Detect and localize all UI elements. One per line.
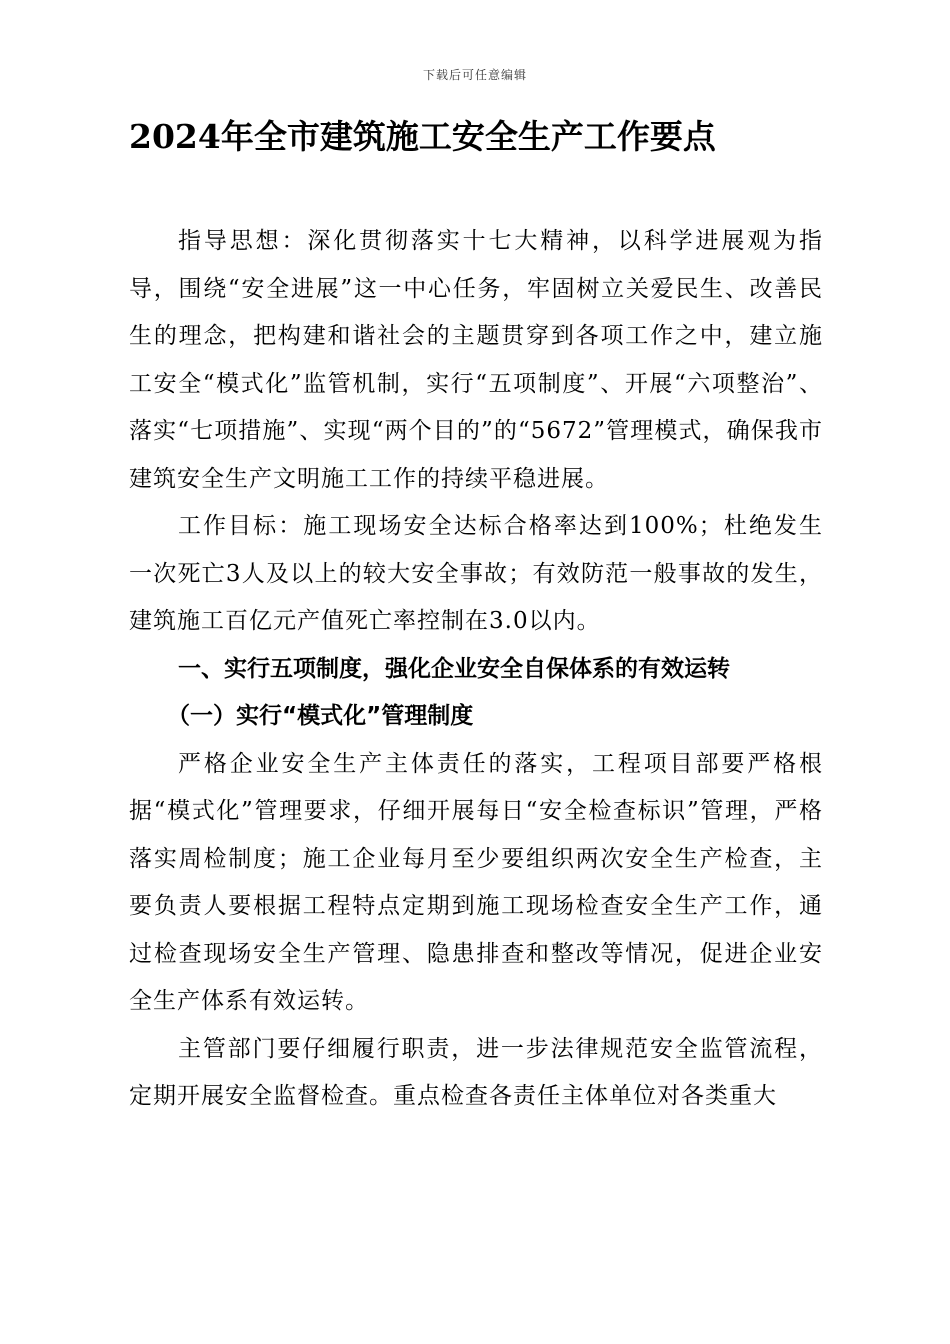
paragraph-subsection-1-a: 严格企业安全生产主体责任的落实，工程项目部要严格根据“模式化”管理要求，仔细开展每日“安全检查标识”管理，严格落实周检制度；施工企业每月至少要组织两次安全生产检查，主要负责人要根据工程特点定期到施工现场检查安全生产工作，通过检查现场安全生产管理、隐患排查和整改等情况，促进企业安全生产体系有效运转。 [129,750,823,1014]
section-heading-1: 一、实行五项制度，强化企业安全自保体系的有效运转 [178,655,730,682]
paragraph-work-goal: 工作目标：施工现场安全达标合格率达到100%；杜绝发生一次死亡3人及以上的较大安全事故；有效防范一般事故的发生，建筑施工百亿元产值死亡率控制在3.0以内。 [129,513,823,634]
paragraph-guiding-thought: 指导思想：深化贯彻落实十七大精神，以科学进展观为指导，围绕“安全进展”这一中心任务，牢固树立关爱民生、改善民生的理念，把构建和谐社会的主题贯穿到各项工作之中，建立施工安全“模式化”监管机制，实行“五项制度”、开展“六项整治”、落实“七项措施”、实现“两个目的”的“5672”管理模式，确保我市建筑安全生产文明施工工作的持续平稳进展。 [129,228,823,492]
paragraph-subsection-1-b: 主管部门要仔细履行职责，进一步法律规范安全监管流程，定期开展安全监督检查。重点检查各责任主体单位对各类重大 [129,1035,823,1109]
document-title: 2024年全市建筑施工安全生产工作要点 [129,117,716,156]
document-body [129,218,823,1121]
header-note: 下载后可任意编辑 [422,68,527,82]
subsection-heading-1: （一）实行“模式化”管理制度 [167,703,474,729]
